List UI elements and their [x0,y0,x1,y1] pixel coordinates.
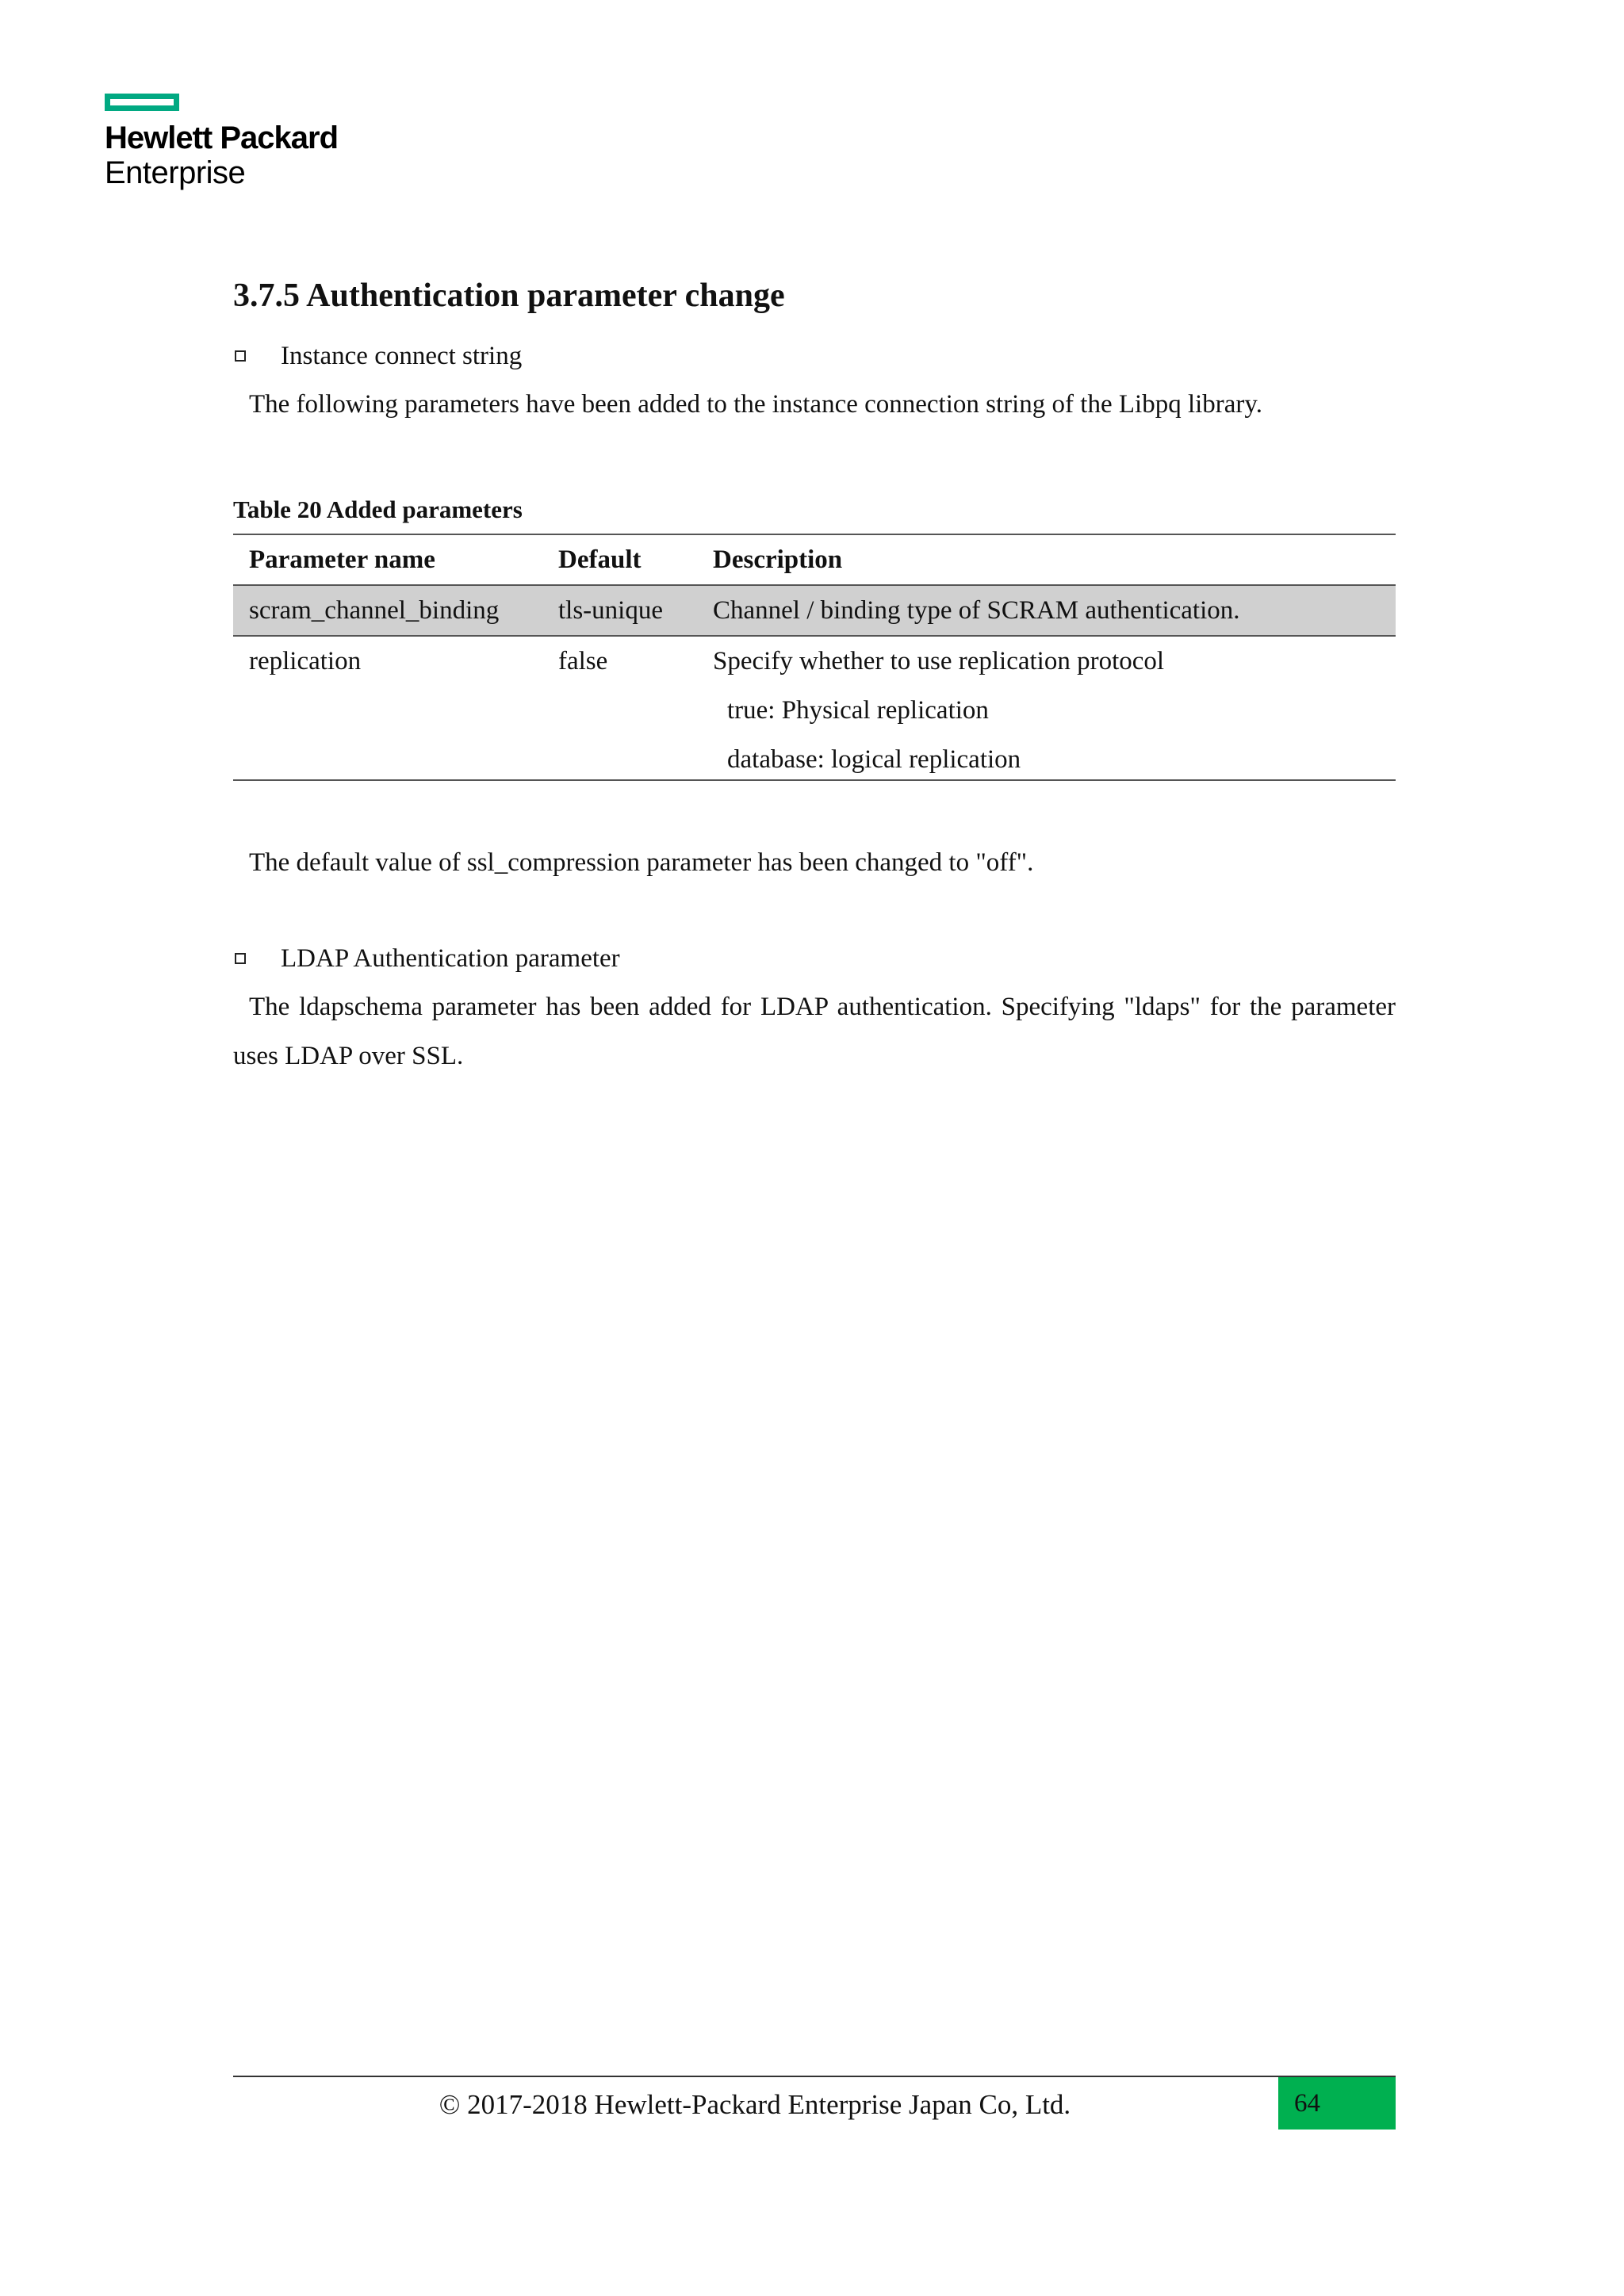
bullet-ldap [233,935,1396,982]
paragraph-ldap: The ldapschema parameter has been added for LDAP authentication. Specifying "ldaps" for the parameter uses LDAP over SSL. [233,993,1396,1070]
paragraph-ssl-compression: The default value of ssl_compression parameter has been changed to "off". [249,848,1034,877]
cell-default: false [542,636,697,780]
footer-copyright: © 2017-2018 Hewlett-Packard Enterprise Japan Co, Ltd. [439,2089,1071,2120]
header-default: Default [542,534,697,585]
bullet-instance-connect [233,332,1396,380]
table-caption: Table 20 Added parameters [233,496,523,523]
logo-text-line2: Enterprise [105,155,246,190]
square-bullet-icon [235,350,246,362]
cell-parameter-name: scram_channel_binding [233,585,542,636]
cell-parameter-name: replication [233,636,542,780]
description-sub-true: true: Physical replication [727,696,989,725]
hpe-logo [105,94,338,190]
header-parameter-name: Parameter name [233,534,542,585]
page-content [233,274,1396,1081]
footer-divider [233,2076,1396,2077]
table-row [233,636,1396,780]
description-sub-database: database: logical replication [727,745,1021,774]
paragraph-libpq: The following parameters have been added to the instance connection string of the Libpq library. [249,390,1263,419]
bullet-label: LDAP Authentication parameter [281,944,620,973]
section-title: 3.7.5 Authentication parameter change [233,277,785,314]
cell-description [697,636,1396,780]
table-row [233,585,1396,636]
cell-description: Channel / binding type of SCRAM authentication. [697,585,1396,636]
page-number-badge: 64 [1278,2077,1396,2130]
cell-default: tls-unique [542,585,697,636]
description-main: Specify whether to use replication protocol [713,647,1165,675]
added-parameters-table [233,534,1396,781]
logo-text-line1: Hewlett Packard [105,121,339,155]
square-bullet-icon [235,953,246,964]
header-description: Description [697,534,1396,585]
bullet-label: Instance connect string [281,342,523,370]
table-header-row [233,534,1396,585]
hpe-logo-mark [105,94,179,111]
